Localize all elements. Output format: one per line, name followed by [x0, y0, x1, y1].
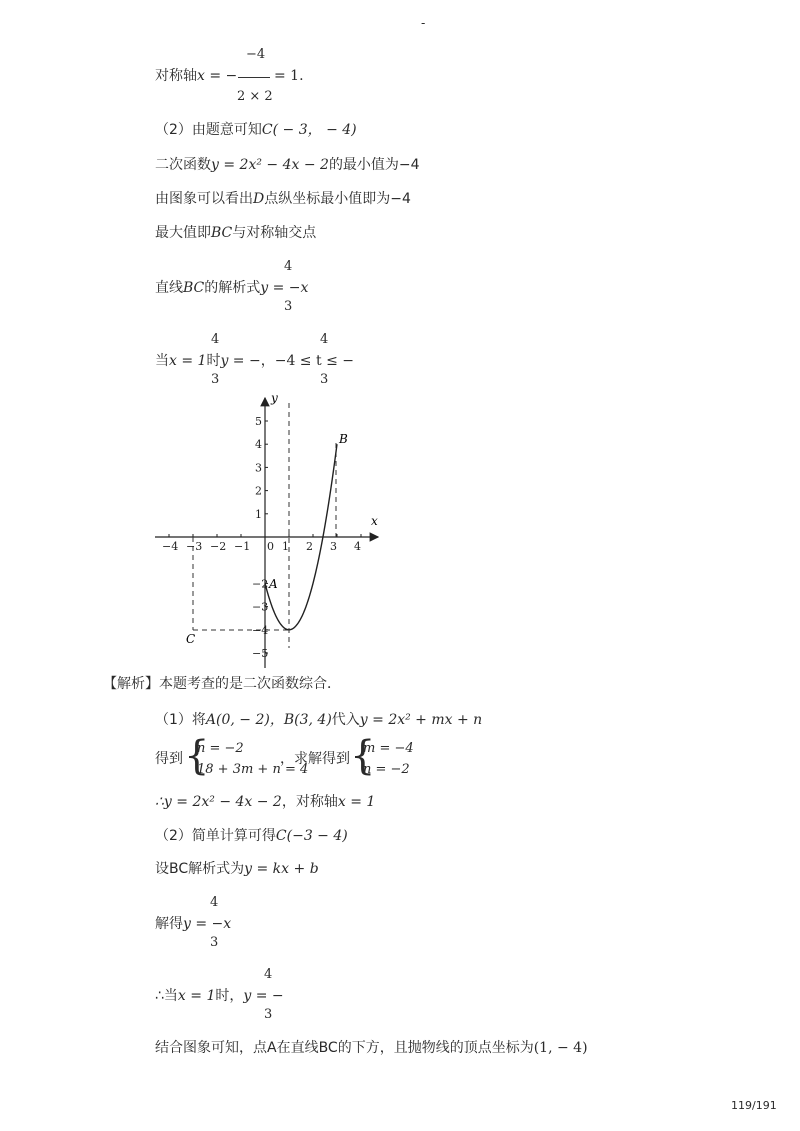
point-a-label: A [269, 577, 278, 591]
analysis-step1 [155, 711, 482, 729]
frac-den: 3 [264, 1007, 273, 1022]
x-tick-label: 2 [306, 540, 313, 553]
frac-den: 3 [320, 372, 329, 387]
frac-num: 4 [320, 332, 329, 347]
analysis-step6 [155, 915, 231, 933]
frac-num: 4 [210, 895, 219, 910]
analysis-heading [103, 675, 341, 693]
y-tick-label: −3 [252, 600, 269, 614]
math: A(0, − 2)，B(3, 4) [205, 712, 332, 728]
y-tick-label: −5 [252, 647, 269, 660]
math: x = 1 [337, 794, 376, 810]
math: y = − [220, 353, 261, 369]
y-tick-label: 3 [255, 461, 262, 475]
text: ，对称轴 [281, 794, 338, 810]
var: BC [183, 280, 205, 296]
math: y = −x [260, 280, 309, 296]
x-tick-label: 3 [330, 540, 337, 553]
text: 设BC解析式为 [155, 861, 245, 877]
axis-label: 对称轴 [155, 68, 197, 84]
system2-eq2: n = −2 [363, 762, 410, 777]
page-number: 119/191 [731, 1099, 777, 1112]
frac-num: 4 [284, 259, 293, 274]
y-tick-label: 4 [255, 438, 262, 452]
y-tick-label: −4 [252, 623, 269, 637]
left-brace: { [350, 733, 376, 779]
text: 时， [215, 988, 244, 1004]
text: 直线 [155, 280, 183, 296]
text: 点纵坐标最小值即为−4 [264, 191, 411, 207]
x-axis-label: x [371, 514, 378, 528]
math: ∴y = 2x² − 4x − 2 [155, 794, 282, 810]
text: 由图象可以看出 [155, 191, 253, 207]
fraction-denominator: 2 × 2 [237, 89, 273, 104]
x-tick-label: 0 [267, 540, 274, 553]
analysis-step5 [155, 860, 319, 878]
math: C( − 3， − 4) [261, 122, 357, 138]
math: x = 1 [177, 988, 216, 1004]
system2-eq1: m = −4 [363, 741, 414, 756]
system1-eq2: 18 + 3m + n = 4 [197, 762, 309, 777]
minus-sign: − [225, 68, 238, 84]
x-tick-label: 1 [282, 540, 289, 553]
frac-den: 3 [211, 372, 220, 387]
text: ∴当 [155, 988, 178, 1004]
header-mark: - [421, 16, 426, 30]
text: （2）由题意可知 [155, 122, 262, 138]
text: （1）将 [155, 712, 206, 728]
var-x: x [197, 68, 205, 84]
math: ，−4 ≤ t ≤ − [260, 353, 354, 369]
text: ，求解得到 [280, 751, 350, 767]
analysis-step2-mid [280, 750, 350, 768]
text: 结合图象可知，点A在直线BC的下方，且抛物线的顶点坐标为 [155, 1040, 534, 1056]
analysis-step4 [155, 827, 348, 845]
math: y = 2x² − 4x − 2 [211, 157, 329, 173]
var: D [253, 191, 265, 207]
fraction-numerator: −4 [246, 47, 266, 62]
y-tick-label: 5 [255, 415, 262, 428]
math: y = 2x² + mx + n [359, 712, 483, 728]
math: y = − [243, 988, 284, 1004]
text: 的解析式 [204, 280, 261, 296]
var: BC [211, 225, 233, 241]
eq-sign: = [209, 68, 222, 84]
system1-eq1: n = −2 [197, 741, 244, 756]
text: 当 [155, 353, 169, 369]
analysis-intro: 本题考查的是二次函数综合． [159, 676, 341, 692]
text: （2）简单计算可得 [155, 828, 276, 844]
text: 的最小值为−4 [328, 157, 420, 173]
text: 时 [206, 353, 221, 369]
math: C(−3 − 4) [275, 828, 348, 844]
y-tick-label: 1 [255, 507, 262, 521]
text: 与对称轴交点 [232, 225, 317, 241]
fraction-result: = 1. [274, 68, 304, 84]
math: (1, − 4) [533, 1040, 588, 1056]
y-axis-label: y [271, 391, 278, 405]
point-c-label: C [186, 632, 196, 646]
frac-den: 3 [284, 299, 293, 314]
x-tick-label: −1 [234, 540, 251, 553]
x-tick-label: −3 [186, 540, 203, 553]
left-brace: { [184, 733, 210, 779]
math: y = kx + b [244, 861, 319, 877]
y-tick-label: 2 [255, 484, 262, 498]
frac-den: 3 [210, 935, 219, 950]
y-tick-label: −2 [252, 577, 269, 591]
text: 二次函数 [155, 157, 211, 173]
x-tick-label: −2 [210, 540, 227, 553]
analysis-step2-prefix [155, 750, 183, 768]
x-tick-label: 4 [354, 540, 361, 553]
analysis-tag: 【解析】 [103, 676, 159, 692]
frac-num: 4 [264, 967, 273, 982]
analysis-step8 [155, 1039, 588, 1057]
text: 最大值即 [155, 225, 211, 241]
text: 代入 [331, 712, 360, 728]
math: y = −x [183, 916, 232, 932]
text: 得到 [155, 751, 183, 767]
text: 解得 [155, 916, 183, 932]
analysis-step7 [155, 987, 284, 1005]
frac-num: 4 [211, 332, 220, 347]
math: x = 1 [169, 353, 207, 369]
point-b-label: B [339, 432, 348, 446]
x-tick-label: −4 [162, 540, 179, 553]
analysis-step3 [155, 793, 375, 811]
